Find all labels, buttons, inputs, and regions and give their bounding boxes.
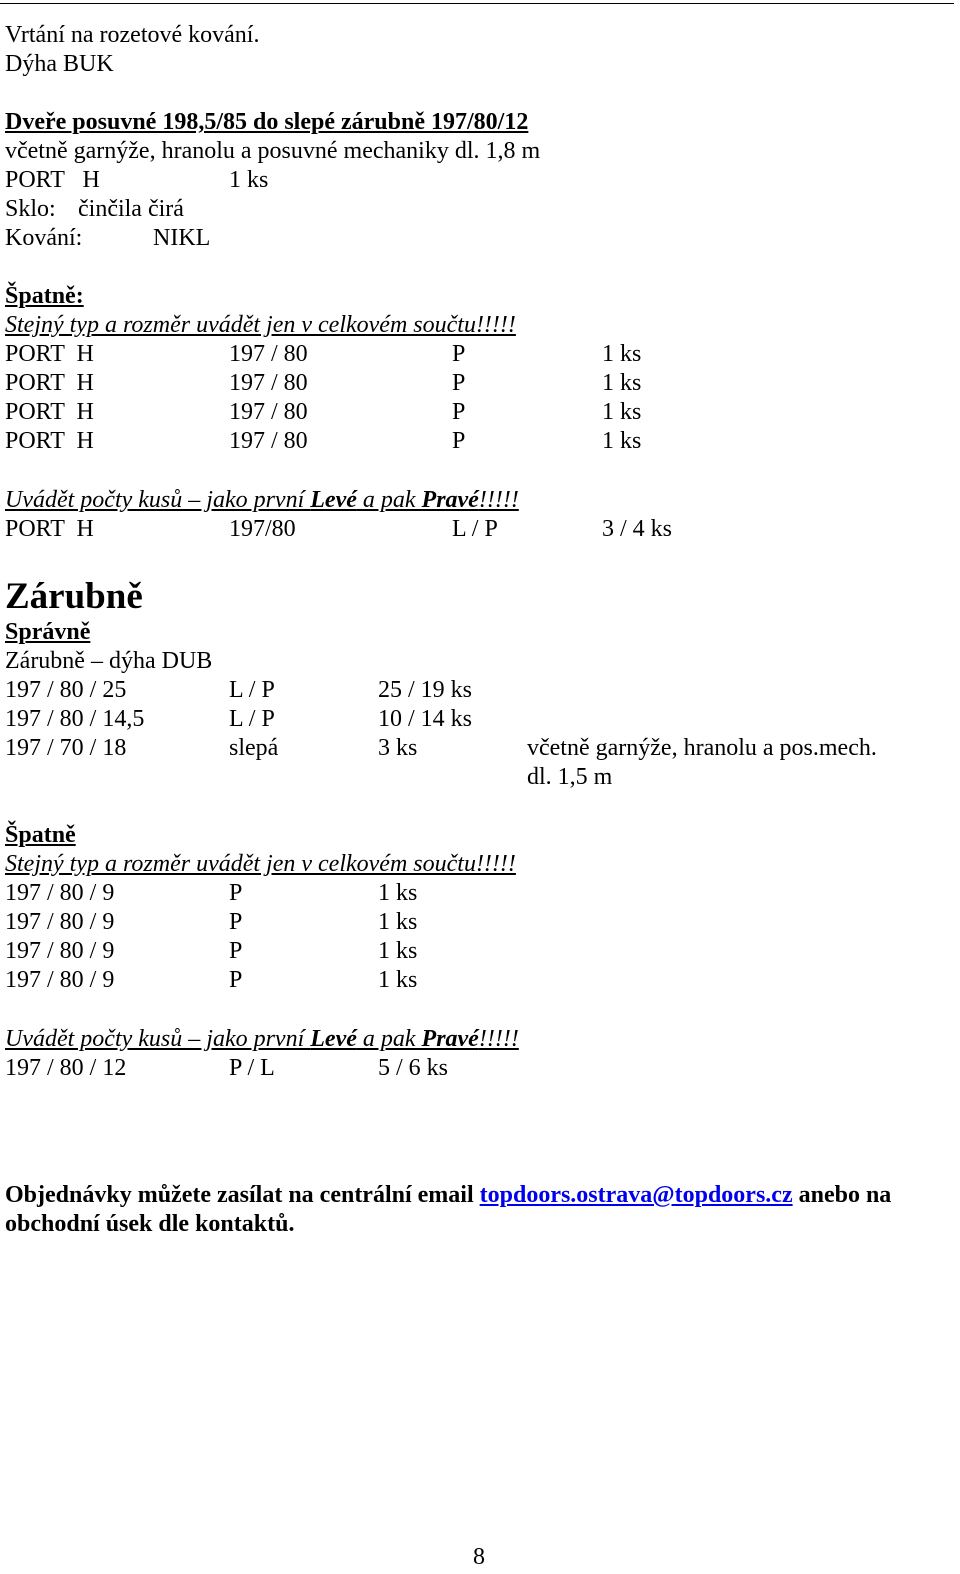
frames-wrong-row-size: 197 / 80 / 9	[5, 880, 115, 906]
frames-correct-heading: Správně	[5, 619, 91, 645]
frames-right-note-part1: Uvádět počty kusů – jako první	[5, 1026, 311, 1052]
frames-correct-row-qty: 25 / 19 ks	[378, 677, 473, 703]
frames-correct-row-side: slepá	[229, 735, 279, 761]
footer-text-2: anebo na	[792, 1182, 892, 1208]
frames-correct-row-size: 197 / 80 / 14,5	[5, 706, 145, 732]
glass-label: Sklo:	[5, 196, 56, 222]
frames-right-note-part3: !!!!!	[478, 1026, 519, 1052]
hardware-label: Kování:	[5, 225, 83, 251]
doors-wrong-note: Stejný typ a rozměr uvádět jen v celkovém součtu!!!!!	[5, 312, 516, 338]
doors-right-row-size: 197/80	[229, 516, 296, 542]
frames-correct-row-size: 197 / 80 / 25	[5, 677, 127, 703]
frames-correct-row-qty: 3 ks	[378, 735, 418, 761]
doors-right-note-right: Pravé	[421, 487, 479, 513]
footer-text-1: Objednávky můžete zasílat na centrální email	[5, 1182, 480, 1208]
hardware-value: NIKL	[153, 225, 211, 251]
doors-right-note-part2: a pak	[356, 487, 422, 513]
doors-wrong-row-size: 197 / 80	[229, 341, 308, 367]
frames-wrong-row-size: 197 / 80 / 9	[5, 967, 115, 993]
doors-right-note	[5, 486, 519, 515]
sliding-door-item-name: PORT H	[5, 167, 100, 193]
doors-right-note-left: Levé	[310, 487, 357, 513]
sliding-door-item-qty: 1 ks	[229, 167, 269, 193]
doors-right-row-qty: 3 / 4 ks	[602, 516, 673, 542]
frames-right-note-part2: a pak	[356, 1026, 422, 1052]
doors-wrong-row-size: 197 / 80	[229, 399, 308, 425]
doors-wrong-row-name: PORT H	[5, 399, 94, 425]
frames-wrong-row-qty: 1 ks	[378, 967, 418, 993]
doors-wrong-row-qty: 1 ks	[602, 341, 642, 367]
doors-wrong-row-qty: 1 ks	[602, 399, 642, 425]
page-number: 8	[473, 1544, 485, 1570]
frames-wrong-row-size: 197 / 80 / 9	[5, 909, 115, 935]
frames-wrong-row-side: P	[229, 909, 243, 935]
doors-wrong-row-name: PORT H	[5, 370, 94, 396]
doors-right-row-name: PORT H	[5, 516, 94, 542]
frames-wrong-row-size: 197 / 80 / 9	[5, 938, 115, 964]
footer-line-1	[5, 1181, 891, 1210]
frames-right-note-left: Levé	[310, 1026, 357, 1052]
frames-wrong-row-qty: 1 ks	[378, 909, 418, 935]
doors-wrong-row-name: PORT H	[5, 341, 94, 367]
frames-wrong-note: Stejný typ a rozměr uvádět jen v celkovém součtu!!!!!	[5, 851, 516, 877]
frames-correct-subheading: Zárubně – dýha DUB	[5, 648, 213, 674]
frames-wrong-heading: Špatně	[5, 822, 76, 848]
sliding-door-subtitle: včetně garnýže, hranolu a posuvné mechaniky dl. 1,8 m	[5, 138, 541, 164]
frames-correct-row-side: L / P	[229, 677, 275, 703]
doors-wrong-row-size: 197 / 80	[229, 428, 308, 454]
frames-wrong-row-qty: 1 ks	[378, 880, 418, 906]
frames-wrong-row-side: P	[229, 880, 243, 906]
frames-wrong-row-qty: 1 ks	[378, 938, 418, 964]
frames-correct-row-note-cont: dl. 1,5 m	[527, 764, 613, 790]
frames-heading: Zárubně	[5, 576, 143, 617]
frames-right-note-right: Pravé	[421, 1026, 479, 1052]
frames-correct-row-size: 197 / 70 / 18	[5, 735, 127, 761]
doors-right-note-part3: !!!!!	[478, 487, 519, 513]
footer-line-2: obchodní úsek dle kontaktů.	[5, 1211, 295, 1237]
doors-right-row-side: L / P	[452, 516, 498, 542]
frames-right-row-size: 197 / 80 / 12	[5, 1055, 127, 1081]
top-rule	[0, 3, 954, 4]
intro-line-2: Dýha BUK	[5, 51, 114, 77]
doors-wrong-row-side: P	[452, 428, 466, 454]
doors-wrong-row-qty: 1 ks	[602, 370, 642, 396]
doors-wrong-row-name: PORT H	[5, 428, 94, 454]
glass-value: činčila čirá	[78, 196, 184, 222]
frames-right-row-side: P / L	[229, 1055, 275, 1081]
frames-right-row-qty: 5 / 6 ks	[378, 1055, 449, 1081]
frames-right-note	[5, 1025, 519, 1054]
email-link[interactable]: topdoors.ostrava@topdoors.cz	[479, 1182, 793, 1208]
doors-wrong-row-side: P	[452, 341, 466, 367]
doors-wrong-heading: Špatně:	[5, 283, 84, 309]
intro-line-1: Vrtání na rozetové kování.	[5, 22, 260, 48]
frames-correct-row-qty: 10 / 14 ks	[378, 706, 473, 732]
doors-wrong-row-qty: 1 ks	[602, 428, 642, 454]
sliding-door-title: Dveře posuvné 198,5/85 do slepé zárubně 197/80/12	[5, 109, 529, 135]
frames-wrong-row-side: P	[229, 967, 243, 993]
frames-wrong-row-side: P	[229, 938, 243, 964]
frames-correct-row-note: včetně garnýže, hranolu a pos.mech.	[527, 735, 877, 761]
doors-wrong-row-side: P	[452, 399, 466, 425]
doors-right-note-part1: Uvádět počty kusů – jako první	[5, 487, 311, 513]
frames-correct-row-side: L / P	[229, 706, 275, 732]
doors-wrong-row-side: P	[452, 370, 466, 396]
doors-wrong-row-size: 197 / 80	[229, 370, 308, 396]
